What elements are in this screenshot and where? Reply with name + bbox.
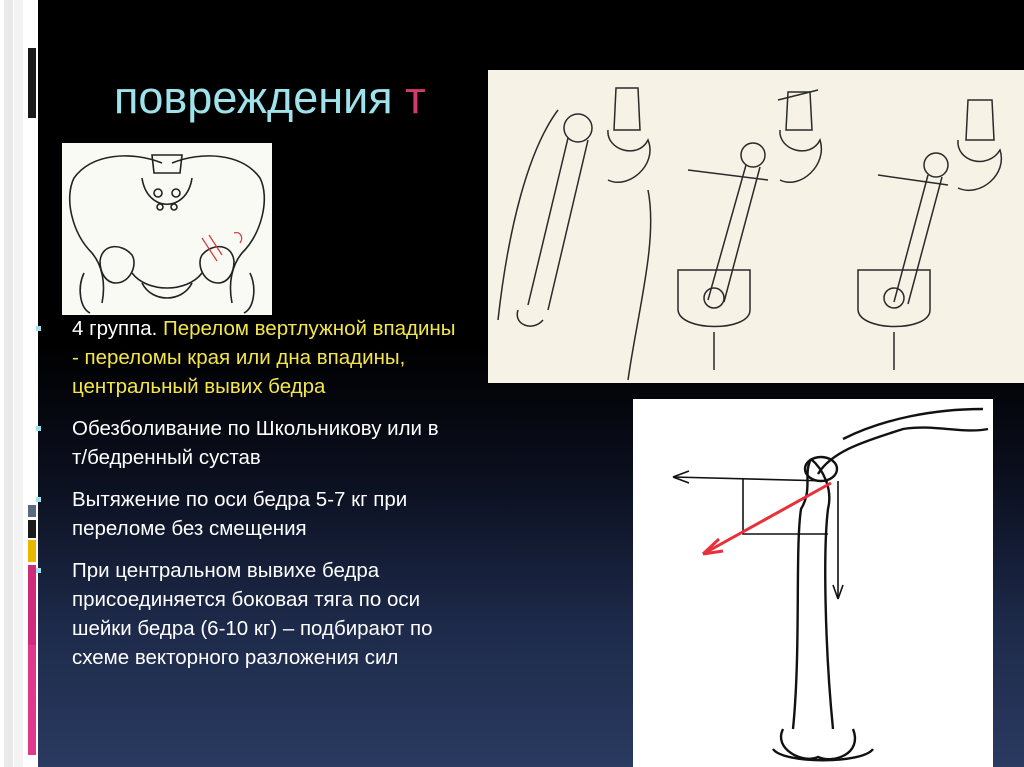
strip-mark	[28, 645, 36, 755]
slide-title	[114, 72, 426, 124]
bullet-dot	[36, 426, 41, 431]
bullet-text: При центральном вывихе бедра присоединяется боковая тяга по оси шейки бедра (6-10 кг) – подбирают по схеме векторного разложения сил	[72, 559, 433, 669]
strip-bar	[4, 0, 13, 767]
slide-left-strip	[0, 0, 38, 767]
strip-mark	[28, 520, 36, 538]
title-main: повреждения	[114, 72, 393, 123]
femur-vector-diagram	[633, 399, 993, 767]
strip-bar	[14, 0, 23, 767]
traction-illustration	[488, 70, 1024, 383]
bullet-highlight: Перелом вертлужной впадины - переломы края или дна впадины, центральный вывих бедра	[72, 317, 456, 398]
strip-mark	[28, 505, 36, 517]
strip-mark	[28, 540, 36, 562]
bullet-item	[36, 485, 456, 543]
bullet-text: Вытяжение по оси бедра 5-7 кг при переломе без смещения	[72, 488, 408, 540]
bullet-item	[36, 556, 456, 672]
bullet-dot	[36, 568, 41, 573]
strip-mark	[28, 48, 36, 118]
strip-mark	[28, 565, 36, 645]
bullet-item	[36, 414, 456, 472]
title-accent: т	[405, 72, 426, 123]
bullet-dot	[36, 326, 41, 331]
pelvis-illustration	[62, 143, 272, 315]
bullet-dot	[36, 497, 41, 502]
bullet-text: Обезболивание по Школьникову или в т/бедренный сустав	[72, 417, 439, 469]
bullet-list	[36, 314, 456, 685]
bullet-prefix: 4 группа.	[72, 317, 163, 340]
bullet-item	[36, 314, 456, 401]
